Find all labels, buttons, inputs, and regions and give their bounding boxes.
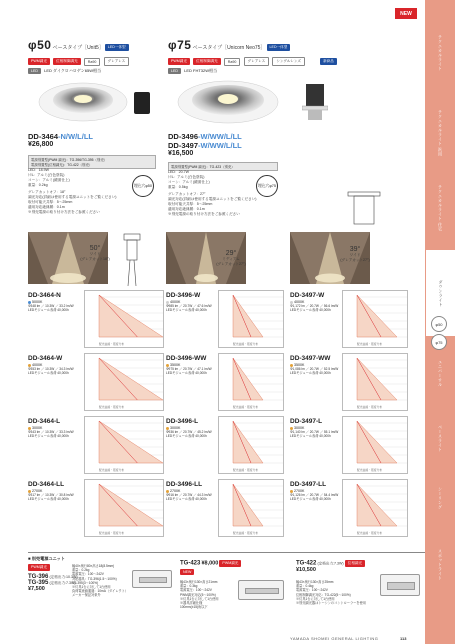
p1-image xyxy=(132,570,172,588)
power-unit-2 xyxy=(180,560,300,575)
right-chip-pwm: PWM調光 xyxy=(168,58,190,65)
page-number: 113 xyxy=(400,636,407,641)
bottom-section-title: ■ 別売電源ユニット xyxy=(28,556,66,561)
left-spec-head-1: 電源別置型(PWM 調光)：TG-396/TG-395（別売） xyxy=(31,158,108,162)
right-specs-line: LED：20.7W xyxy=(168,170,189,174)
left-hole-badge: 埋込穴φ50 xyxy=(132,175,154,197)
left-header xyxy=(28,38,158,52)
product-spec-line: LEDモジュール寿命 40,000h xyxy=(166,434,207,439)
left-side-photo xyxy=(134,92,150,114)
right-chip-ra: Ra90 xyxy=(224,58,241,66)
product-cct-text: 3000K xyxy=(294,426,305,430)
p2-specs-line: ※器具詳細仕様 xyxy=(180,601,203,606)
product-model: DD-3497-W xyxy=(290,292,325,299)
right-model1-name: DD-3496 xyxy=(168,132,199,141)
p2-specs xyxy=(180,580,240,609)
right-model2-ver: -W/WW/L/LL xyxy=(198,141,242,150)
p3-chip: 位相調光 xyxy=(345,560,365,567)
product-cell xyxy=(28,418,88,439)
p3-note: (定格出力:7.3W) xyxy=(317,561,344,566)
right-specs-line: ※別売電源の取り付け方法をご参照ください xyxy=(168,212,240,216)
right-title: φ75 xyxy=(168,38,192,52)
p3-specs-line: 幅43×奥行130×高さ25mm xyxy=(296,580,334,584)
chart-caption: 配光曲線・照度分布 xyxy=(233,468,259,472)
light-distribution-chart xyxy=(342,416,408,474)
product-spec-line: Φ936 lm ／ 20.7W ／ 45.2 lm/W xyxy=(166,430,212,434)
left-subtitle: ベースタイプ［Unit5］ xyxy=(52,45,104,51)
p3-image xyxy=(380,574,420,596)
product-spec-line: LEDモジュール寿命 40,000h xyxy=(290,497,331,502)
product-model: DD-3496-L xyxy=(166,418,199,425)
right-model-block xyxy=(168,132,242,157)
product-spec-line: LEDモジュール寿命 40,000h xyxy=(28,371,69,376)
beam-deg-39: 39° xyxy=(349,246,361,253)
light-distribution-chart xyxy=(342,353,408,411)
product-cct-text: 2700K xyxy=(294,489,305,493)
right-specs-line: グレアカットオフ：27° xyxy=(168,192,206,196)
side-tab-label: スポットライト xyxy=(438,549,443,581)
right-fixture-photo xyxy=(176,80,280,126)
power-unit-3 xyxy=(296,560,426,573)
left-spec-head-2: 電源別置型(位相調光)：TG-422（別売） xyxy=(31,163,93,167)
side-tab-label: テクニカルライト 住宅 xyxy=(438,184,443,232)
chart-caption: 配光曲線・照度分布 xyxy=(233,405,259,409)
beam-angle-29 xyxy=(216,250,246,267)
product-cct-text: 4000K xyxy=(170,300,181,304)
p2-specs-line: 幅43×奥行130×高さ21mm xyxy=(180,580,218,584)
left-chip-pwm: PWM調光 xyxy=(28,58,50,65)
right-specs-line: 重量：0.5kg xyxy=(168,185,188,189)
side-tab[interactable] xyxy=(425,470,455,526)
product-cct-text: 2700K xyxy=(170,489,181,493)
p1-specs-line: ※灯具1台に対して1台使用 xyxy=(72,585,111,590)
p2-model: TG-423 xyxy=(180,560,201,567)
p2-image xyxy=(238,580,284,600)
p1-specs-line: 電源電圧：100～242V xyxy=(72,572,104,577)
left-specs-line: 適用対応絶縁層：0.1m xyxy=(28,205,65,209)
left-specs-line: 取付可能天井厚：5～25mm xyxy=(28,200,73,204)
left-chips xyxy=(28,57,158,66)
product-spec-line: Φ1,126 lm ／ 20.7W ／ 54.4 lm/W xyxy=(290,493,339,497)
p2-specs-line: 重量：0.3kg xyxy=(180,584,198,589)
product-cct-text: 3500K xyxy=(170,363,181,367)
right-specs-line: ﾄﾘﾑ：アルミ(白色塗装) xyxy=(168,175,205,179)
side-tab-label: ユニバーサル xyxy=(438,359,443,387)
light-distribution-chart xyxy=(218,479,284,537)
product-spec-line: LEDモジュール寿命 40,000h xyxy=(290,371,331,376)
p2-specs-line: ※灯具1台に対して1台使用 xyxy=(180,596,219,601)
product-cct-text: 3500K xyxy=(294,363,305,367)
chart-caption: 配光曲線・照度分布 xyxy=(99,531,125,535)
chart-caption: 配光曲線・照度分布 xyxy=(99,342,125,346)
p3-specs-line: 電源電圧：100～242V xyxy=(296,588,328,593)
p1-specs-line: 幅40×奥行80×高さ18(8.5mm) xyxy=(72,564,115,568)
right-chips xyxy=(168,57,418,66)
product-cell xyxy=(28,292,88,313)
left-chip-hoshi: 位相制御調光 xyxy=(53,58,81,65)
p1-model2-note: (定格出力:7.3W) xyxy=(49,581,76,585)
left-lamp-note xyxy=(28,68,101,74)
product-cell xyxy=(290,355,350,376)
p1-specs xyxy=(72,564,134,598)
chart-caption: 配光曲線・照度分布 xyxy=(357,405,383,409)
right-subtitle: ベースタイプ［Unicorn Neo75］ xyxy=(192,45,266,51)
right-specs-line: コーン：アルミ(鏡面仕上) xyxy=(168,180,210,184)
left-model xyxy=(28,132,93,141)
product-model: DD-3496-W xyxy=(166,292,201,299)
p1-price: ¥7,500 xyxy=(28,586,45,592)
product-model: DD-3496-WW xyxy=(166,355,207,362)
product-model: DD-3464-LL xyxy=(28,481,65,488)
product-cct-text: 2700K xyxy=(32,489,43,493)
side-num-50[interactable]: φ50 xyxy=(431,316,447,332)
left-specs-line: LED：18.9W xyxy=(28,168,49,172)
light-distribution-chart xyxy=(218,290,284,348)
beam-deg-29: 29° xyxy=(225,250,237,257)
led-tag-icon: LED xyxy=(28,68,41,74)
p3-specs-line: 重量：0.4kg xyxy=(296,584,314,589)
side-tab-label: ダウンライト xyxy=(438,279,444,307)
p3-specs xyxy=(296,580,376,605)
left-model-name: DD-3464 xyxy=(28,132,59,141)
side-tab[interactable] xyxy=(425,530,455,600)
product-model: DD-3497-LL xyxy=(290,481,327,488)
chart-caption: 配光曲線・照度分布 xyxy=(233,342,259,346)
p2-new-badge: NEW xyxy=(180,569,194,575)
p1-specs-line: 負荷電流値通過：10mA（ダイレクト） xyxy=(72,589,129,594)
product-spec-line: Φ916 lm ／ 20.7W ／ 44.3 lm/W xyxy=(166,493,212,497)
product-cell xyxy=(166,418,226,439)
product-cct-text: 4000K xyxy=(294,300,305,304)
product-model: DD-3496-LL xyxy=(166,481,203,488)
left-specs-line: 調光対応(詳細は使用する電源ユニットをご覧ください) xyxy=(28,195,117,199)
beam-angle-50 xyxy=(80,245,110,262)
new-badge: NEW xyxy=(395,8,417,19)
left-lamp-text: LED ダイクロハロゲン65W相当 xyxy=(44,68,102,74)
product-spec-line: LEDモジュール寿命 40,000h xyxy=(290,308,331,313)
product-model: DD-3497-L xyxy=(290,418,323,425)
right-model2-name: DD-3497 xyxy=(168,141,199,150)
right-model1-ver: -W/WW/L/LL xyxy=(198,132,242,141)
right-hole-badge: 埋込穴φ75 xyxy=(256,175,278,197)
left-fixture-photo xyxy=(38,82,128,124)
chart-caption: 配光曲線・照度分布 xyxy=(357,468,383,472)
right-specs-line: 取付可能天井厚：5～25mm xyxy=(168,202,213,206)
right-lamp-note xyxy=(168,68,217,74)
side-tab-label: テクニカルライト xyxy=(438,35,443,71)
beam-label-50: ワイド xyxy=(89,252,101,256)
left-specs-line: ※別売電源の取り付け方法をご参照ください xyxy=(28,210,100,214)
right-chip-scene: シングルレンズ xyxy=(272,57,305,66)
right-specs-line: 調光対応(詳細は使用する電源ユニットをご覧ください) xyxy=(168,197,257,201)
left-chip-led: LED一体型 xyxy=(105,44,129,51)
beam-deg-50: 50° xyxy=(89,245,101,252)
right-chip-glare: グレアレス xyxy=(244,57,270,66)
chart-caption: 配光曲線・照度分布 xyxy=(233,531,259,535)
product-model: DD-3464-L xyxy=(28,418,61,425)
left-chip-ra: Ra90 xyxy=(84,58,101,66)
side-tab[interactable] xyxy=(425,170,455,246)
footer-brand: YAMADA SHOMEI GENERAL LIGHTING xyxy=(290,636,379,641)
chart-caption: 配光曲線・照度分布 xyxy=(357,531,383,535)
p3-price: ¥10,500 xyxy=(296,567,316,573)
light-distribution-chart xyxy=(84,290,164,348)
right-chip-hoshi: 位相制御調光 xyxy=(193,58,221,65)
left-model-block xyxy=(28,132,93,148)
product-cct-text: 5000K xyxy=(32,300,43,304)
product-model: DD-3464-W xyxy=(28,355,63,362)
product-spec-line: Φ343 lm ／ 10.3W ／ 33.3 lm/W xyxy=(28,430,74,434)
product-spec-line: Φ985 lm ／ 20.7W ／ 47.6 lm/W xyxy=(166,304,212,308)
beam-label-29: ミディアム xyxy=(222,257,240,261)
side-tab[interactable] xyxy=(425,410,455,466)
p3-specs-line: 位相制御調光対応：TG-422(5～100%) xyxy=(296,592,351,597)
beam-angle-39 xyxy=(340,246,370,263)
p1-specs-line: メーカー保証対象外 xyxy=(72,593,101,598)
left-specs-line: コーン：アルミ(鏡面仕上) xyxy=(28,178,70,182)
left-spec-list xyxy=(28,168,126,215)
light-distribution-chart xyxy=(84,416,164,474)
p1-specs-line: TG-395(3～100%) xyxy=(72,580,99,585)
product-cell xyxy=(290,292,350,313)
right-header xyxy=(168,38,408,52)
light-distribution-chart xyxy=(342,479,408,537)
product-spec-line: LEDモジュール寿命 40,000h xyxy=(290,434,331,439)
p2-price: ¥8,000 xyxy=(201,560,219,567)
product-spec-line: Φ348 lm ／ 10.3W ／ 33.2 lm/W xyxy=(28,304,74,308)
side-index xyxy=(425,0,455,644)
product-cell xyxy=(28,355,88,376)
product-model: DD-3497-WW xyxy=(290,355,331,362)
right-side-photo xyxy=(302,84,328,122)
product-spec-line: Φ1,086 lm ／ 20.7W ／ 52.5 lm/W xyxy=(290,367,339,371)
p1-model1: TG-396 xyxy=(28,574,49,580)
right-specs-line: 適用対応絶縁層：0.1m xyxy=(168,207,205,211)
side-tab-label: テクニカルライト 汎用 xyxy=(438,109,443,157)
left-model-ver: -N/W/L/LL xyxy=(58,132,94,141)
left-dimension-drawing xyxy=(112,232,152,290)
right-lamp-text: LED FHT32W相当 xyxy=(184,68,218,74)
p3-model: TG-422 xyxy=(296,560,317,567)
beam-sub-29: (グレアカット27°) xyxy=(216,262,246,266)
product-model: DD-3464-N xyxy=(28,292,61,299)
p3-specs-line: ※灯具1台に対して1台使用 xyxy=(296,596,335,601)
footer xyxy=(0,636,425,644)
chart-caption: 配光曲線・照度分布 xyxy=(357,342,383,346)
p2-specs-line: 電源電圧：100～242V xyxy=(180,588,212,593)
left-specs-line: 重量：0.2kg xyxy=(28,183,48,187)
product-spec-line: LEDモジュール寿命 40,000h xyxy=(28,434,69,439)
p1-model1-note: (定格出力:10.3W) xyxy=(49,575,78,579)
p2-chip: PWM調光 xyxy=(219,560,241,567)
p1-chip: PWM調光 xyxy=(28,564,50,571)
side-tab-label: シーリング xyxy=(438,486,443,510)
p2-specs-line: PWM調光対応(5～100%) xyxy=(180,592,216,597)
product-spec-line: LEDモジュール寿命 40,000h xyxy=(28,497,69,502)
product-spec-line: Φ1,140 lm ／ 20.7W ／ 55.1 lm/W xyxy=(290,430,339,434)
right-chip-led: LED一体型 xyxy=(267,44,291,51)
product-cct-text: 3000K xyxy=(170,426,181,430)
product-cell xyxy=(290,418,350,439)
left-chip-glare: グレアレス xyxy=(104,57,130,66)
product-cell xyxy=(166,355,226,376)
chart-caption: 配光曲線・照度分布 xyxy=(99,405,125,409)
product-cct-text: 4000K xyxy=(32,363,43,367)
light-distribution-chart xyxy=(84,479,164,537)
product-cell xyxy=(166,292,226,313)
bottom-divider xyxy=(28,552,428,553)
product-cct-text: 3000K xyxy=(32,426,43,430)
p1-specs-line: 対応器具：TG-396(1.5～100%) xyxy=(72,576,117,581)
left-title: φ50 xyxy=(28,38,52,52)
left-price: ¥26,800 xyxy=(28,141,54,148)
product-spec-line: Φ317 lm ／ 10.3W ／ 30.8 lm/W xyxy=(28,493,74,497)
p3-specs-line: ※別売調光器はトーシンのコントローラーを使用 xyxy=(296,601,366,606)
product-spec-line: LEDモジュール寿命 40,000h xyxy=(28,308,69,313)
led-tag-icon: LED xyxy=(168,68,181,74)
product-spec-line: LEDモジュール寿命 40,000h xyxy=(166,308,207,313)
product-cell xyxy=(28,481,88,502)
chart-caption: 配光曲線・照度分布 xyxy=(99,468,125,472)
beam-sub-50: (グレアカット18°) xyxy=(80,257,110,261)
left-specs-line: グレアカットオフ：18° xyxy=(28,190,66,194)
right-price: ¥16,500 xyxy=(168,150,194,157)
right-dimension-drawing xyxy=(340,188,388,228)
light-distribution-chart xyxy=(218,416,284,474)
p2-specs-line: 100mm(±15)角以下 xyxy=(180,605,208,610)
right-spec-head: 電源別置型(PWM 調光)：TG-423（別売） xyxy=(168,162,278,171)
right-chip-custom: 新商品 xyxy=(320,58,337,65)
side-tab[interactable] xyxy=(425,10,455,96)
product-spec-line: Φ353 lm ／ 10.3W ／ 34.3 lm/W xyxy=(28,367,74,371)
p1-specs-line: 重量：0.2kg xyxy=(72,568,90,573)
light-distribution-chart xyxy=(84,353,164,411)
light-distribution-chart xyxy=(218,353,284,411)
product-spec-line: LEDモジュール寿命 40,000h xyxy=(166,497,207,502)
product-cell xyxy=(290,481,350,502)
side-tab[interactable] xyxy=(425,100,455,166)
product-spec-line: Φ1,172 lm ／ 20.7W ／ 56.6 lm/W xyxy=(290,304,339,308)
side-num-75[interactable]: φ75 xyxy=(431,334,447,350)
p1-model2: TG-395 xyxy=(28,580,49,586)
beam-label-39: ワイド xyxy=(349,253,361,257)
product-cell xyxy=(166,481,226,502)
left-specs-line: ﾄﾘﾑ：アルミ(白色塗装) xyxy=(28,173,65,177)
left-spec-head xyxy=(28,155,156,169)
product-spec-line: LEDモジュール寿命 40,000h xyxy=(166,371,207,376)
side-tab-label: ベースライト xyxy=(438,424,443,452)
light-distribution-chart xyxy=(342,290,408,348)
beam-sub-39: (グレアカット27°) xyxy=(340,258,370,262)
product-spec-line: Φ975 lm ／ 20.7W ／ 47.1 lm/W xyxy=(166,367,212,371)
